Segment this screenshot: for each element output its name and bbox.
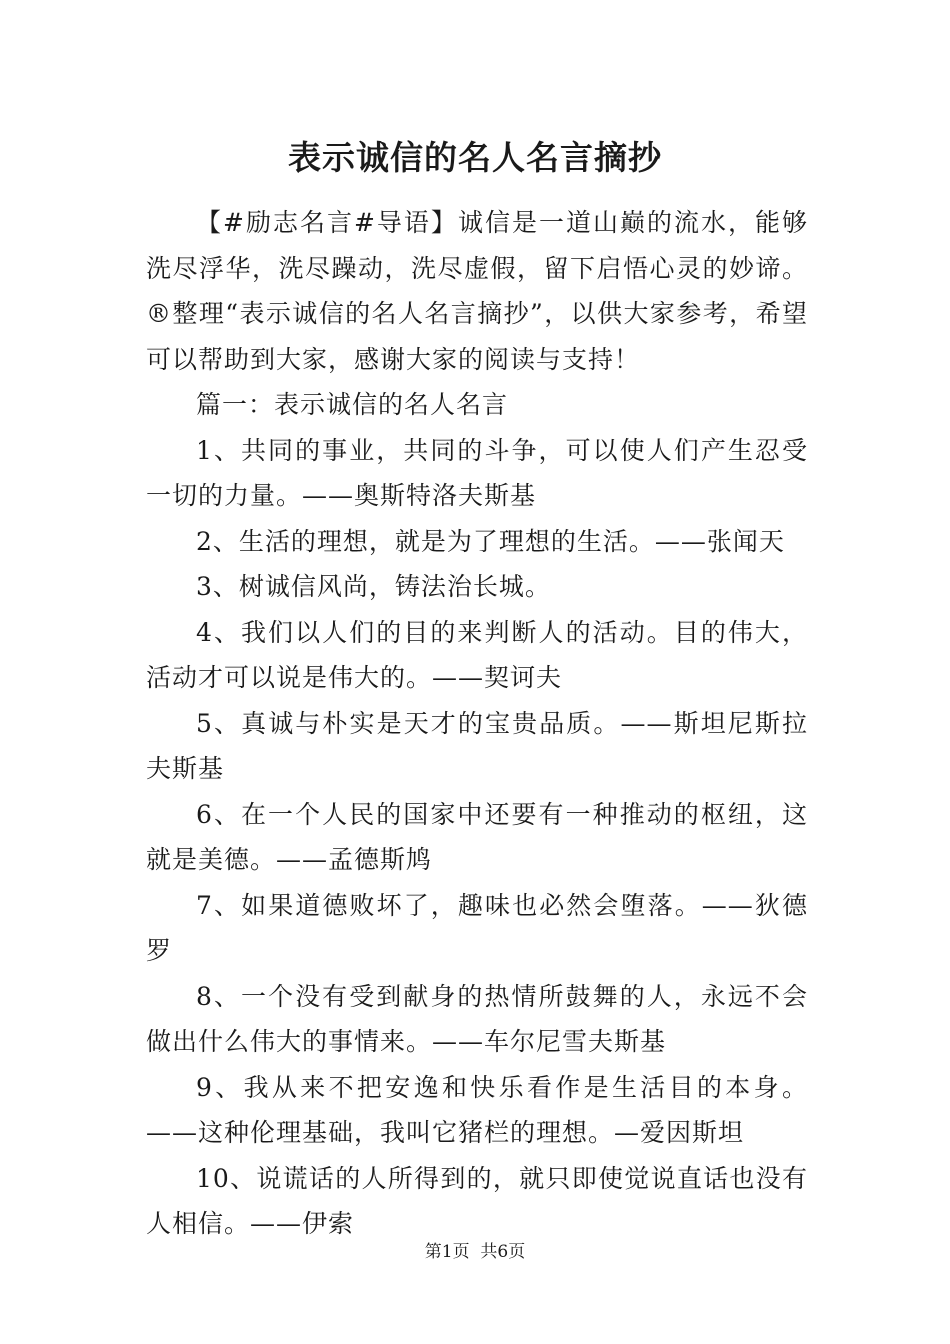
quote-item: 4、我们以人们的目的来判断人的活动。目的伟大，活动才可以说是伟大的。——契诃夫 [146,617,808,692]
intro-paragraph: 【#励志名言#导语】诚信是一道山巅的流水，能够洗尽浮华，洗尽躁动，洗尽虚假，留下启悟心灵的妙谛。®整理“表示诚信的名人名言摘抄”，以供大家参考，希望可以帮助到大家，感谢大家的阅读与支持！ [146,208,808,374]
quote-item: 6、在一个人民的国家中还要有一种推动的枢纽，这就是美德。——孟德斯鸠 [146,799,808,874]
quote-item: 10、说谎话的人所得到的，就只即使觉说直话也没有人相信。——伊索 [146,1163,808,1238]
quote-item: 1、共同的事业，共同的斗争，可以使人们产生忍受一切的力量。——奥斯特洛夫斯基 [146,435,808,510]
page-number-footer: 第1页 共6页 [424,1242,526,1262]
document-body [146,200,808,1247]
quote-item: 7、如果道德败坏了，趣味也必然会堕落。——狄德罗 [146,890,808,965]
quote-item: 2、生活的理想，就是为了理想的生活。——张闻天 [196,526,785,556]
document-title: 表示诚信的名人名言摘抄 [288,138,662,177]
quote-item: 3、树诚信风尚，铸法治长城。 [196,572,551,601]
quote-item: 9、我从来不把安逸和快乐看作是生活目的本身。——这种伦理基础，我叫它猪栏的理想。—爱因斯坦 [146,1072,808,1147]
section-heading: 篇一：表示诚信的名人名言 [196,390,509,419]
quote-item: 5、真诚与朴实是天才的宝贵品质。——斯坦尼斯拉夫斯基 [146,708,808,783]
quote-item: 8、一个没有受到献身的热情所鼓舞的人，永远不会做出什么伟大的事情来。——车尔尼雪夫斯基 [146,981,808,1056]
